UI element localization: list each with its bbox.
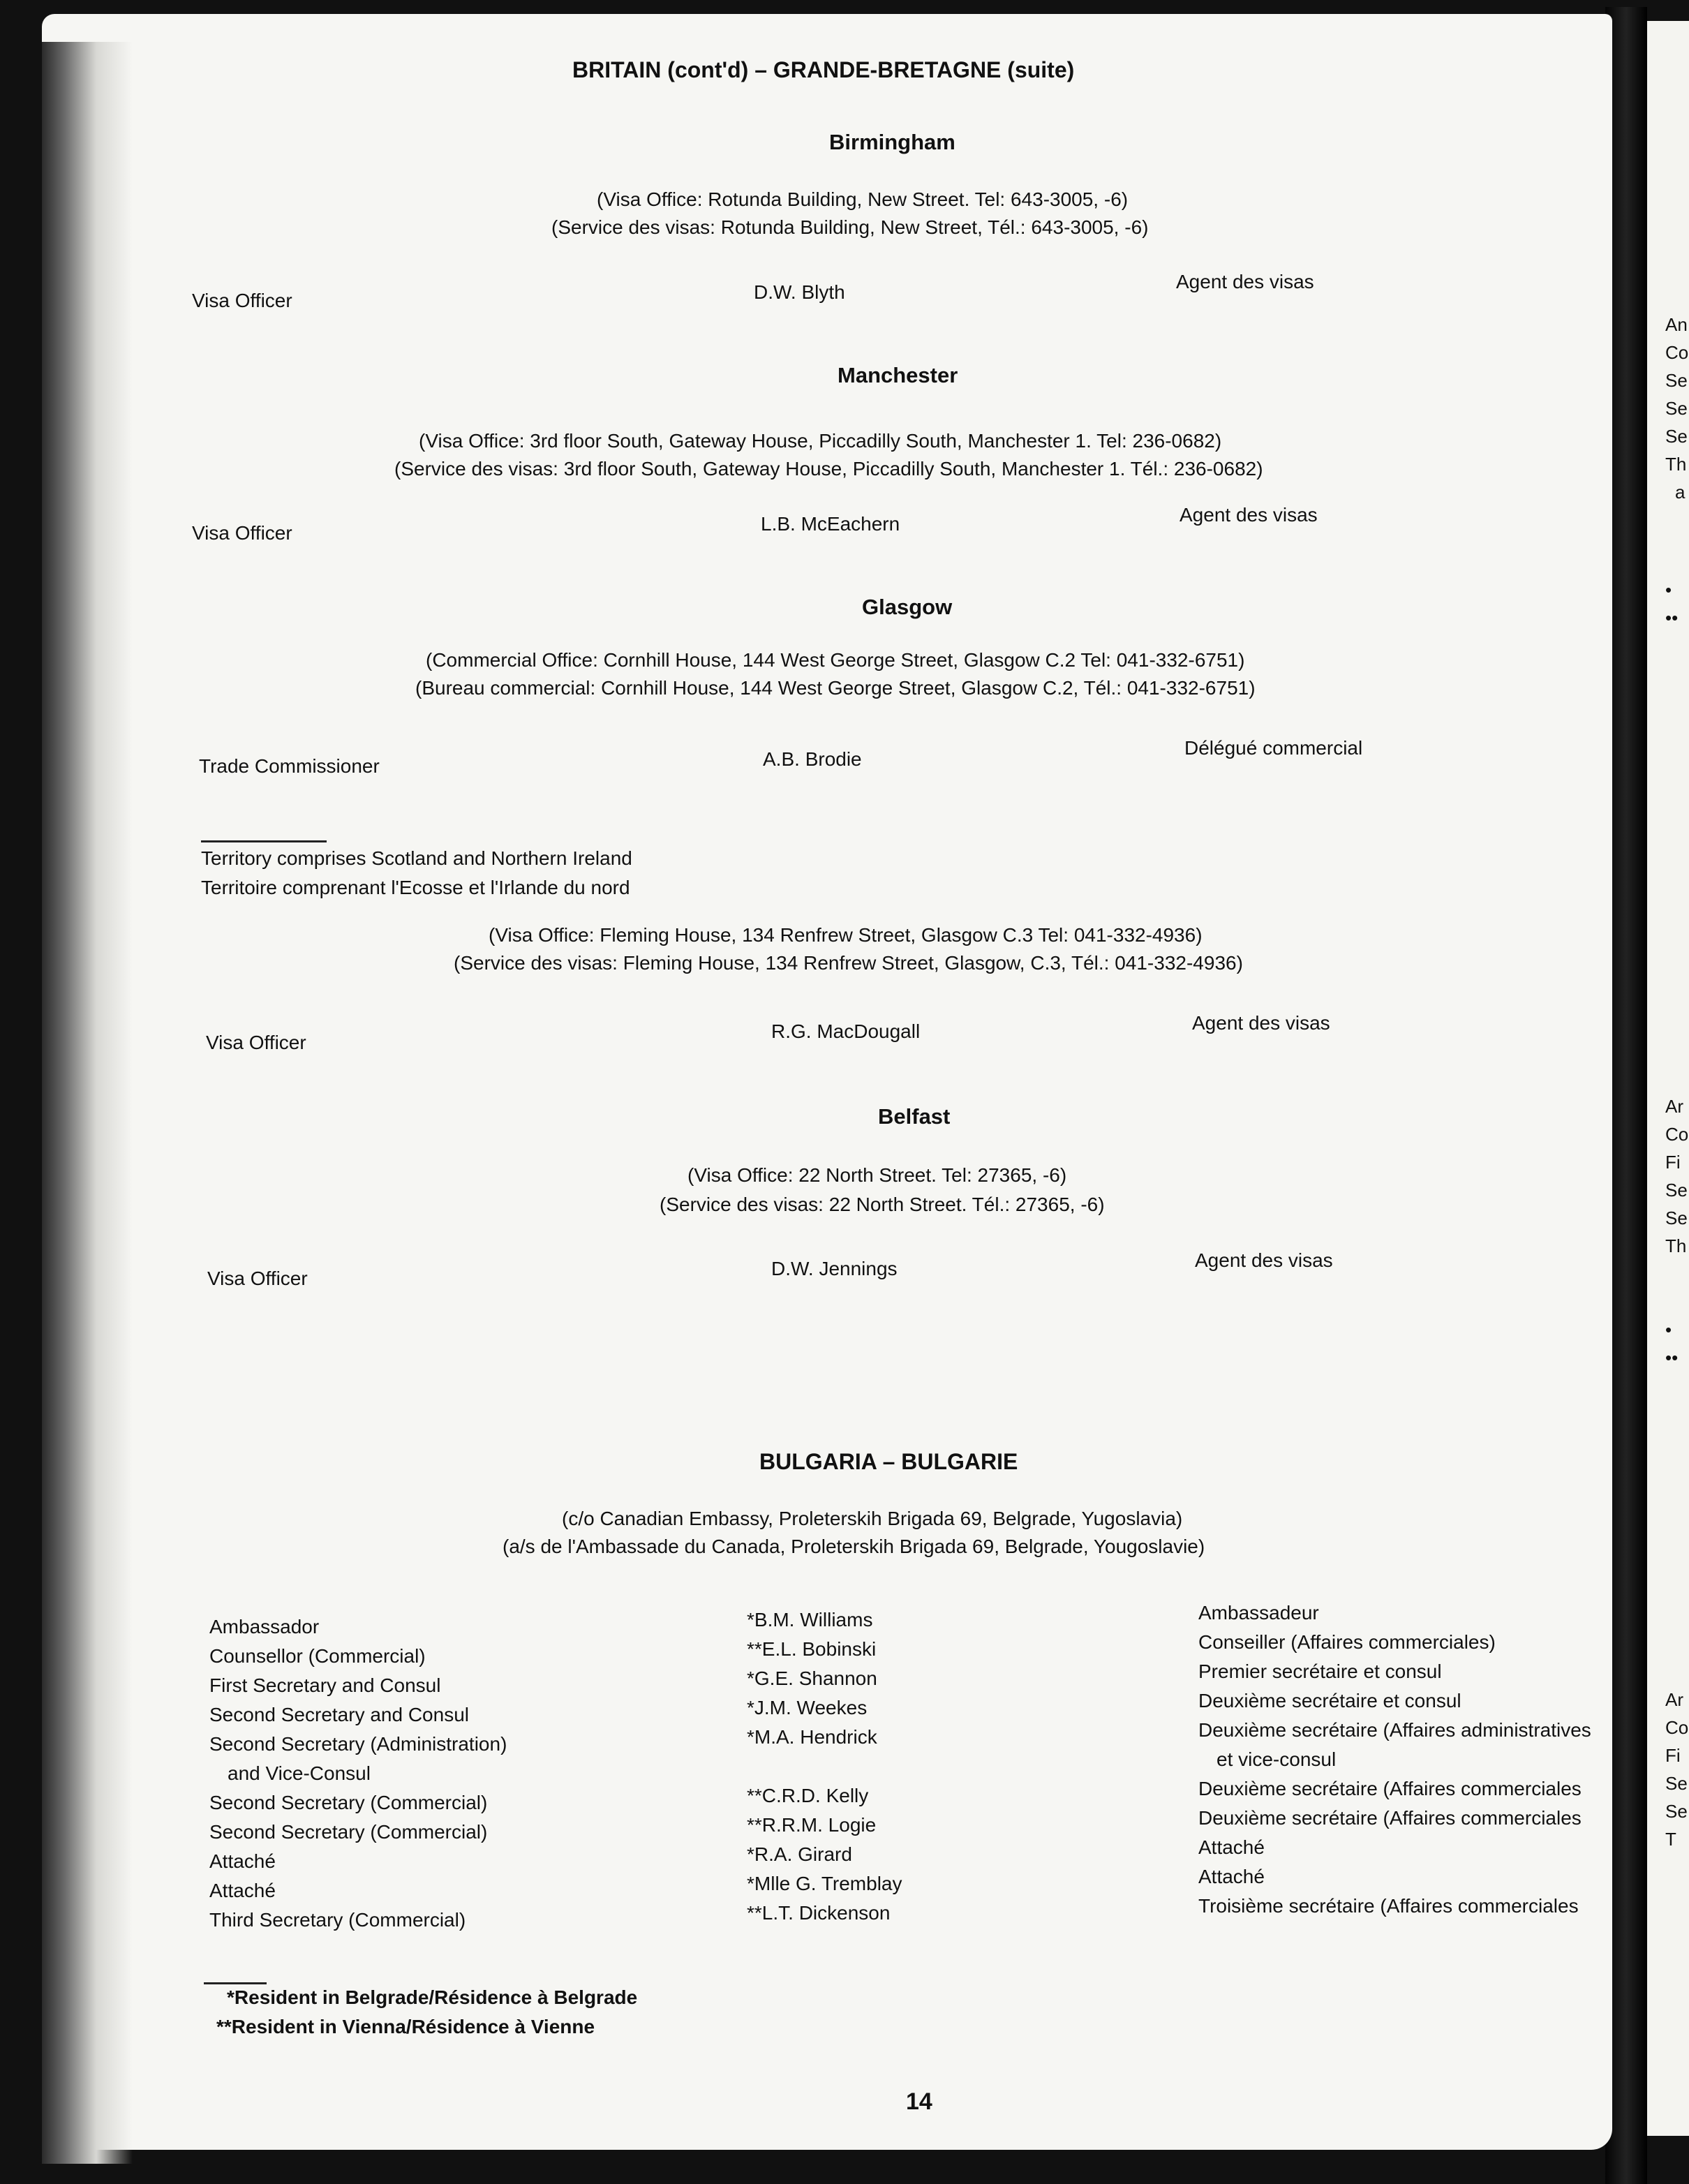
list-item: Deuxième secrétaire (Affaires commerciales — [1198, 1807, 1582, 1829]
birmingham-title-en: Visa Officer — [192, 290, 292, 311]
list-item: Deuxième secrétaire (Affaires administratives — [1198, 1719, 1591, 1741]
list-item: **E.L. Bobinski — [747, 1638, 877, 1660]
adjacent-page-edge — [1647, 21, 1689, 2136]
adjacent-fragment: Se — [1665, 370, 1688, 391]
belfast-address-fr: (Service des visas: 22 North Street. Tél.: 27365, -6) — [660, 1194, 1105, 1215]
adjacent-fragment: Se — [1665, 398, 1688, 419]
adjacent-fragment: Se — [1665, 1801, 1688, 1822]
list-item: *R.A. Girard — [747, 1843, 852, 1865]
list-item: *Mlle G. Tremblay — [747, 1873, 902, 1894]
adjacent-fragment: •• — [1665, 1347, 1679, 1368]
adjacent-fragment: T — [1665, 1829, 1676, 1850]
list-item: Second Secretary (Administration) — [209, 1733, 507, 1755]
list-item: Second Secretary (Commercial) — [209, 1792, 488, 1813]
page-title: BRITAIN (cont'd) – GRANDE-BRETAGNE (suite) — [572, 57, 1075, 82]
birmingham-address-en: (Visa Office: Rotunda Building, New Street. Tel: 643-3005, -6) — [597, 188, 1129, 210]
section-heading-bulgaria: BULGARIA – BULGARIE — [759, 1449, 1018, 1474]
list-item: Attaché — [1198, 1866, 1265, 1887]
glasgow-visa-title-en: Visa Officer — [206, 1032, 306, 1053]
belfast-address-en: (Visa Office: 22 North Street. Tel: 27365, -6) — [687, 1164, 1067, 1186]
list-item: *M.A. Hendrick — [747, 1726, 877, 1748]
footnote-rule — [204, 1982, 267, 1984]
adjacent-fragment: Se — [1665, 426, 1688, 447]
bulgaria-names-column — [747, 1605, 902, 1928]
manchester-address-fr: (Service des visas: 3rd floor South, Gateway House, Piccadilly South, Manchester 1. Tél.: 236-0682) — [394, 458, 1263, 480]
list-item: *G.E. Shannon — [747, 1667, 877, 1689]
adjacent-fragment: Ar — [1665, 1689, 1683, 1710]
belfast-title-en: Visa Officer — [207, 1268, 308, 1289]
glasgow-territory-fr: Territoire comprenant l'Ecosse et l'Irlande du nord — [201, 877, 630, 898]
list-item: Second Secretary and Consul — [209, 1704, 469, 1725]
adjacent-fragment: • — [1665, 1319, 1672, 1340]
adjacent-fragment: Fi — [1665, 1152, 1681, 1173]
birmingham-title-fr: Agent des visas — [1176, 271, 1314, 292]
birmingham-address-fr: (Service des visas: Rotunda Building, New Street, Tél.: 643-3005, -6) — [551, 216, 1149, 238]
page-number: 14 — [906, 2088, 932, 2115]
adjacent-fragment: Se — [1665, 1773, 1688, 1794]
birmingham-officer-name: D.W. Blyth — [754, 281, 845, 303]
bulgaria-titles-fr-column — [1198, 1598, 1596, 1921]
list-item: Attaché — [209, 1880, 276, 1901]
list-item: Attaché — [209, 1850, 276, 1872]
list-item: Deuxième secrétaire (Affaires commerciales — [1198, 1778, 1582, 1799]
glasgow-visa-officer-name: R.G. MacDougall — [771, 1020, 921, 1042]
list-item: **R.R.M. Logie — [747, 1814, 877, 1836]
bulgaria-titles-en-column — [209, 1612, 507, 1935]
list-item: First Secretary and Consul — [209, 1674, 441, 1696]
manchester-title-fr: Agent des visas — [1180, 504, 1318, 526]
adjacent-fragment: a — [1675, 482, 1686, 503]
glasgow-commercial-address-fr: (Bureau commercial: Cornhill House, 144 West George Street, Glasgow C.2, Tél.: 041-332-6751) — [415, 677, 1256, 699]
footnote-rule — [201, 840, 327, 842]
adjacent-fragment: •• — [1665, 607, 1679, 628]
adjacent-fragment: Co — [1665, 1124, 1689, 1145]
page-curl-shadow — [42, 42, 133, 2164]
glasgow-visa-address-fr: (Service des visas: Fleming House, 134 Renfrew Street, Glasgow, C.3, Tél.: 041-332-4936) — [454, 952, 1243, 974]
manchester-title-en: Visa Officer — [192, 522, 292, 544]
list-item: **C.R.D. Kelly — [747, 1785, 869, 1806]
glasgow-commercial-officer-name: A.B. Brodie — [763, 748, 862, 770]
glasgow-commercial-title-fr: Délégué commercial — [1184, 737, 1363, 759]
bulgaria-address-fr: (a/s de l'Ambassade du Canada, Proleterskih Brigada 69, Belgrade, Yougoslavie) — [503, 1536, 1205, 1557]
adjacent-fragment: Fi — [1665, 1745, 1681, 1766]
belfast-title-fr: Agent des visas — [1195, 1249, 1333, 1271]
list-item: and Vice-Consul — [228, 1762, 371, 1784]
list-item: Conseiller (Affaires commerciales) — [1198, 1631, 1496, 1653]
manchester-address-en: (Visa Office: 3rd floor South, Gateway House, Piccadilly South, Manchester 1. Tel: 236-0682) — [419, 430, 1222, 452]
list-item: Second Secretary (Commercial) — [209, 1821, 488, 1843]
city-heading-birmingham: Birmingham — [829, 130, 955, 154]
city-heading-belfast: Belfast — [878, 1104, 951, 1129]
list-item: et vice-consul — [1216, 1748, 1337, 1770]
glasgow-territory-en: Territory comprises Scotland and Northern Ireland — [201, 847, 632, 869]
list-item: *B.M. Williams — [747, 1609, 873, 1630]
list-item: Troisième secrétaire (Affaires commerciales — [1198, 1895, 1579, 1917]
belfast-officer-name: D.W. Jennings — [771, 1258, 898, 1279]
glasgow-visa-title-fr: Agent des visas — [1192, 1012, 1330, 1034]
list-item: Third Secretary (Commercial) — [209, 1909, 466, 1931]
list-item: **L.T. Dickenson — [747, 1902, 891, 1924]
list-item: Deuxième secrétaire et consul — [1198, 1690, 1461, 1711]
adjacent-fragment: Ar — [1665, 1096, 1683, 1117]
footnote-belgrade: *Resident in Belgrade/Résidence à Belgrade — [227, 1986, 638, 2008]
adjacent-fragment: Se — [1665, 1208, 1688, 1228]
footnote-vienna: **Resident in Vienna/Résidence à Vienne — [216, 2016, 595, 2037]
list-item: Premier secrétaire et consul — [1198, 1661, 1442, 1682]
adjacent-fragment: Se — [1665, 1180, 1688, 1201]
list-item: *J.M. Weekes — [747, 1697, 868, 1718]
adjacent-fragment: Co — [1665, 342, 1689, 363]
adjacent-fragment: Th — [1665, 1235, 1687, 1256]
bulgaria-address-en: (c/o Canadian Embassy, Proleterskih Brigada 69, Belgrade, Yugoslavia) — [562, 1508, 1183, 1529]
list-item: Attaché — [1198, 1836, 1265, 1858]
list-item — [747, 1752, 902, 1781]
glasgow-commercial-address-en: (Commercial Office: Cornhill House, 144 West George Street, Glasgow C.2 Tel: 041-332-6751) — [426, 649, 1245, 671]
city-heading-glasgow: Glasgow — [862, 595, 953, 619]
list-item: Counsellor (Commercial) — [209, 1645, 426, 1667]
adjacent-fragment: An — [1665, 314, 1688, 335]
manchester-officer-name: L.B. McEachern — [761, 513, 900, 535]
adjacent-fragment: Co — [1665, 1717, 1689, 1738]
list-item: Ambassadeur — [1198, 1602, 1319, 1624]
list-item: Ambassador — [209, 1616, 320, 1637]
adjacent-fragment: Th — [1665, 454, 1687, 475]
city-heading-manchester: Manchester — [838, 363, 958, 387]
glasgow-commercial-title-en: Trade Commissioner — [199, 755, 380, 777]
document-page — [42, 14, 1612, 2150]
adjacent-fragment: • — [1665, 579, 1672, 600]
glasgow-visa-address-en: (Visa Office: Fleming House, 134 Renfrew Street, Glasgow C.3 Tel: 041-332-4936) — [489, 924, 1203, 946]
